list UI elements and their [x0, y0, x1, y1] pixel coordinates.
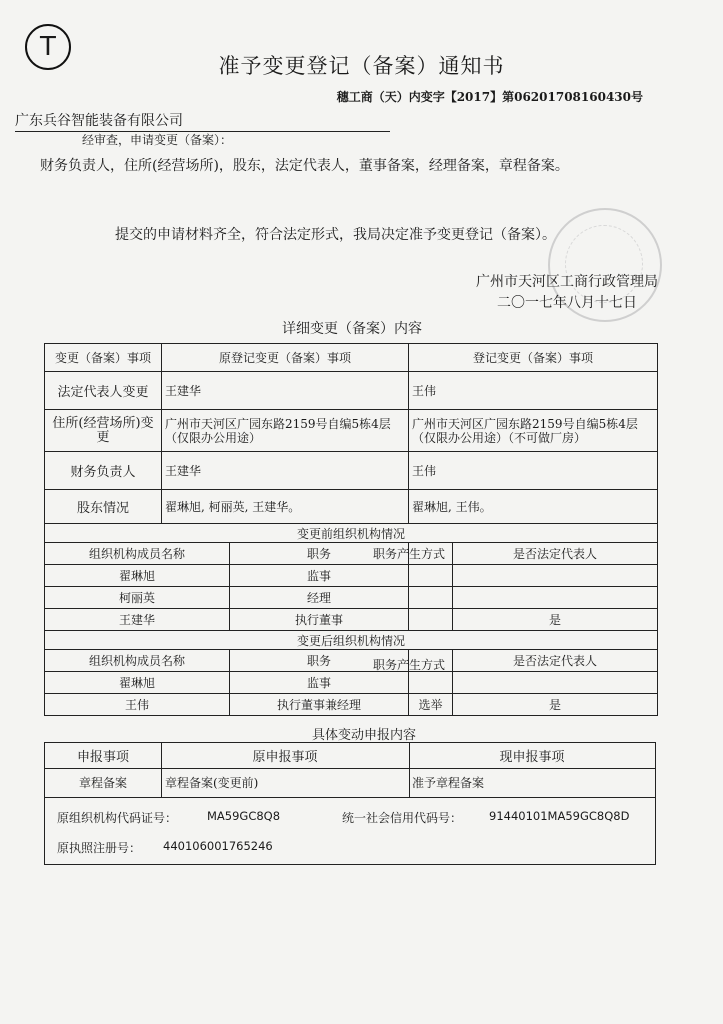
- org-row: [45, 694, 658, 716]
- org-legal: [453, 672, 658, 694]
- row-item: 法定代表人变更: [45, 372, 162, 410]
- row-before: 王建华: [162, 452, 409, 490]
- org-header-legal: 是否法定代表人: [453, 543, 658, 565]
- examined-text: 经审查，申请变更（备案）：: [82, 133, 233, 147]
- org-row: [45, 565, 658, 587]
- org-method: [409, 609, 453, 631]
- org-method: [409, 565, 453, 587]
- row-before: 广州市天河区广园东路2159号自编5栋4层（仅限办公用途）: [162, 410, 409, 452]
- org-header-method-label: 职务产生方式: [372, 547, 445, 561]
- org-name: 翟琳旭: [45, 672, 230, 694]
- license-value: 440106001765246: [163, 839, 273, 853]
- row-after: 翟琳旭, 王伟。: [409, 490, 658, 524]
- t-logo: T: [25, 24, 71, 70]
- org-header-name: 组织机构成员名称: [45, 650, 230, 672]
- org-method: [409, 587, 453, 609]
- header-before: 原登记变更（备案）事项: [162, 344, 409, 372]
- org-post: 经理: [230, 587, 409, 609]
- filing-header-item: 申报事项: [45, 743, 162, 768]
- credit-code-value: 91440101MA59GC8Q8D: [489, 809, 630, 823]
- org-row: [45, 672, 658, 694]
- filing-after: 准予章程备案: [412, 776, 485, 790]
- filing-box: [44, 742, 656, 865]
- org-post: 执行董事: [230, 609, 409, 631]
- filing-section-title: 具体变动申报内容: [312, 728, 417, 743]
- org-after-title: 变更后组织机构情况: [45, 631, 658, 650]
- filing-header-after: 现申报事项: [499, 750, 565, 765]
- org-method: 选举: [409, 694, 453, 716]
- document-title: 准予变更登记（备案）通知书: [218, 54, 505, 78]
- filing-row: [45, 768, 655, 798]
- org-row: [45, 587, 658, 609]
- org-method: [409, 672, 453, 694]
- credit-code-label: 统一社会信用代码号：: [342, 811, 463, 825]
- org-header-name: 组织机构成员名称: [45, 543, 230, 565]
- org-row: [45, 609, 658, 631]
- org-before-title: 变更前组织机构情况: [45, 524, 658, 543]
- detail-row: [45, 410, 658, 452]
- org-post: 执行董事兼经理: [230, 694, 409, 716]
- org-legal: [453, 587, 658, 609]
- org-name: 王建华: [45, 609, 230, 631]
- header-item: 变更（备案）事项: [45, 344, 162, 372]
- org-post: 监事: [230, 565, 409, 587]
- org-header-row: [45, 650, 658, 672]
- org-name: 柯丽英: [45, 587, 230, 609]
- org-legal: [453, 565, 658, 587]
- filing-header-before: 原申报事项: [161, 743, 410, 768]
- org-post: 监事: [230, 672, 409, 694]
- license-label: 原执照注册号：: [57, 841, 142, 855]
- row-after: 广州市天河区广园东路2159号自编5栋4层（仅限办公用途）（不可做厂房）: [409, 410, 658, 452]
- issue-date: 二〇一七年八月十七日: [497, 295, 637, 311]
- org-header-post: 职务: [230, 650, 409, 672]
- detail-section-title: 详细变更（备案）内容: [282, 321, 422, 337]
- change-items: 财务负责人，住所(经营场所)，股东，法定代表人，董事备案，经理备案，章程备案。: [40, 158, 569, 174]
- org-legal: 是: [453, 609, 658, 631]
- filing-header-row: [45, 743, 655, 769]
- detail-row: [45, 372, 658, 410]
- org-header-row: [45, 543, 658, 565]
- row-item: 住所(经营场所)变更: [45, 410, 162, 452]
- document-number: 穗工商（天）内变字【2017】第06201708160430号: [336, 90, 643, 104]
- org-header-legal: 是否法定代表人: [453, 650, 658, 672]
- org-legal: 是: [453, 694, 658, 716]
- company-name: 广东兵谷智能装备有限公司: [15, 110, 390, 132]
- detail-header-row: [45, 344, 658, 372]
- detail-row: [45, 452, 658, 490]
- detail-table: [44, 343, 658, 716]
- org-code-label: 原组织机构代码证号：: [57, 811, 178, 825]
- decision-text: 提交的申请材料齐全，符合法定形式，我局决定准予变更登记（备案）。: [115, 227, 556, 243]
- detail-row: [45, 490, 658, 524]
- row-before: 王建华: [162, 372, 409, 410]
- row-after: 王伟: [409, 452, 658, 490]
- filing-item: 章程备案: [45, 768, 162, 797]
- org-code-value: MA59GC8Q8: [207, 809, 281, 823]
- row-before: 翟琳旭, 柯丽英, 王建华。: [162, 490, 409, 524]
- org-header-method-label: 职务产生方式: [372, 658, 445, 672]
- org-name: 王伟: [45, 694, 230, 716]
- row-item: 财务负责人: [45, 452, 162, 490]
- filing-before: 章程备案(变更前): [161, 768, 410, 797]
- org-header-post: 职务: [230, 543, 409, 565]
- row-item: 股东情况: [45, 490, 162, 524]
- header-after: 登记变更（备案）事项: [409, 344, 658, 372]
- issuing-authority: 广州市天河区工商行政管理局: [476, 274, 658, 290]
- row-after: 王伟: [409, 372, 658, 410]
- org-name: 翟琳旭: [45, 565, 230, 587]
